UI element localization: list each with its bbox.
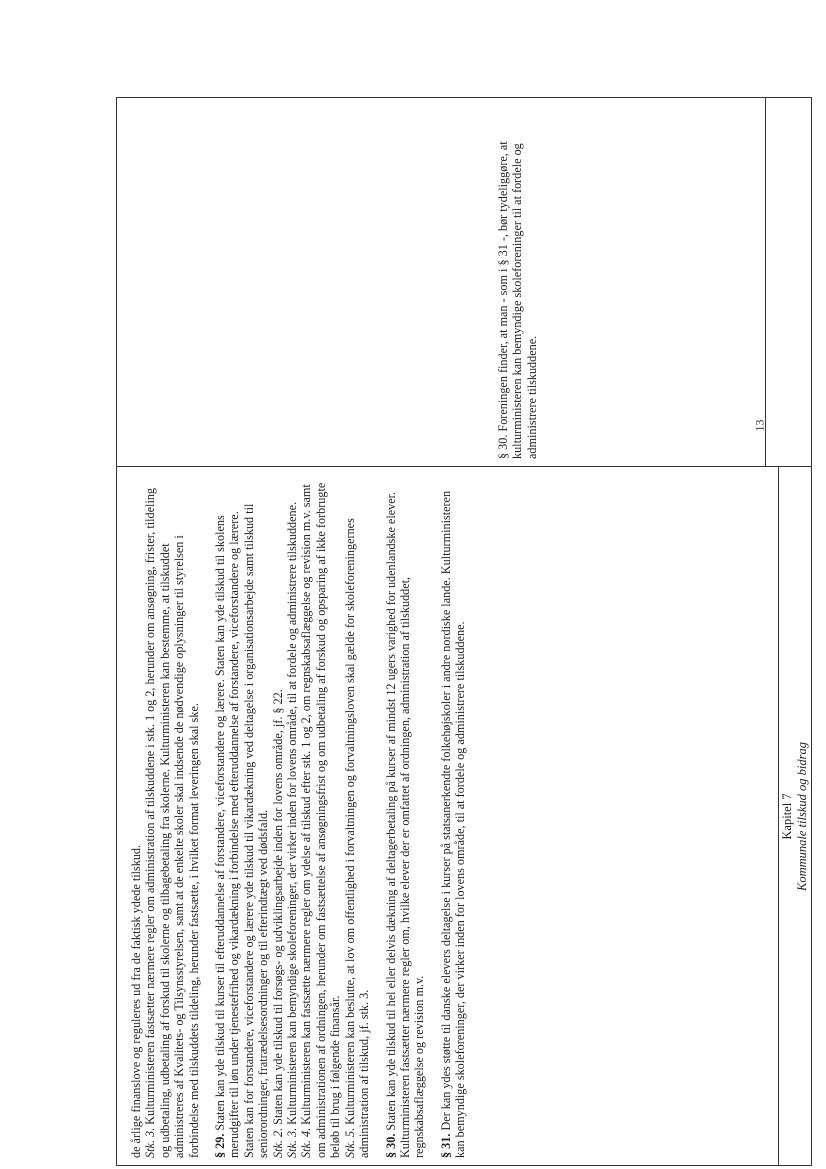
section-29: § 29. Staten kan yde tilskud til kurser til efteruddannelse af forstandere, viceforstandere og lærere. Staten kan yde tilskud til skolens merudgifter til løn under tjenestefrihed og vikardækning i forbindelse med efteruddannelse af forstandere, viceforstandere og lærere. Staten kan for forstandere, viceforstandere og lærere yde tilskud til vikardækning ved deltagelse i organisationsarbejde samt tilskud til seniorordninger, fratrædelsesordninger og til efterindtægt ved dødsfald. Stk. 2. Staten kan yde tilskud til forsøgs- og udviklingsarbejde inden for lovens område, jf. § 22. Stk. 3. Kulturministeren kan bemyndige skoleforeninger, der virker inden for lovens område, til at fordele og administrere tilskuddene. Stk. 4. Kulturministeren kan fastsætte nærmere regler om ydelse af tilskud efter stk. 1 og 2, om regnskabsaflæggelse og revision m.v. samt om administrationen af ordningen, herunder om fastsættelse af ansøgningsfrist og om udbetaling af forskud og opsparing af ikke forbrugte beløb til brug i følgende finansår. Stk. 5. Kulturministeren kan beslutte, at lov om offentlighed i forvaltningen og forvaltningsloven skal gælde for skoleforeningernes administration af tilskud, jf. stk. 3. bbox=[213, 482, 372, 1158]
rotated-page bbox=[116, 97, 812, 1166]
page-number: 13 bbox=[752, 419, 767, 432]
section-31: § 31. Der kan ydes støtte til danske elevers deltagelse i kurser på statsanerkendte folkehøjskoler i andre nordiske lande. Kulturministeren kan bemyndige skoleforeninger, der virker inden for lovens område, til at fordele og administrere tilskuddene. bbox=[438, 490, 468, 1158]
chapter-title: Kommunale tilskud og bidrag bbox=[795, 742, 809, 891]
section-30: § 30. Staten kan yde tilskud til hel eller delvis dækning af deltagerbetaling på kurser af mindst 12 ugers varighed for udenlandske elever. Kulturministeren fastsætter nærmere regler om, hvilke elever der er omfattet af ordningen, administration af tilskuddet, regnskabsaflæggelse og revision m.v. bbox=[383, 491, 427, 1158]
comment-cell bbox=[496, 103, 539, 459]
comment-text: § 30. Foreningen finder, at man - som i § 31 -, bør tydeliggøre, at kulturministeren kan bemyndige skoleforeninger til at fordele og administrere tilskuddene. bbox=[496, 141, 539, 459]
chapter-heading bbox=[780, 467, 810, 1166]
paragraph-continuation: de årlige finanslove og reguleres ud fra de faktisk ydede tilskud. Stk. 3. Kulturministeren fastsætter nærmere regler om administration af tilskuddene i stk. 1 og 2, herunder om ansøgning, frister, tildeling og udbetaling, udbetaling af forskud til skolerne og tilbagebetaling fra skolerne. Kulturministeren kan bestemme, at tilskuddet administreres af Kvalitets- og Tilsynsstyrelsen, samt at de enkelte skoler skal indsende de nødvendige oplysninger til styrelsen i forbindelse med tilskuddets tildeling, herunder fastsætte, i hvilket format leveringen skal ske. bbox=[129, 487, 201, 1158]
column-divider bbox=[116, 466, 812, 467]
law-text-cell bbox=[129, 482, 468, 1158]
chapter-label: Kapitel 7 bbox=[780, 793, 794, 840]
chapter-divider-left bbox=[778, 467, 779, 1166]
chapter-divider-right bbox=[765, 97, 766, 467]
